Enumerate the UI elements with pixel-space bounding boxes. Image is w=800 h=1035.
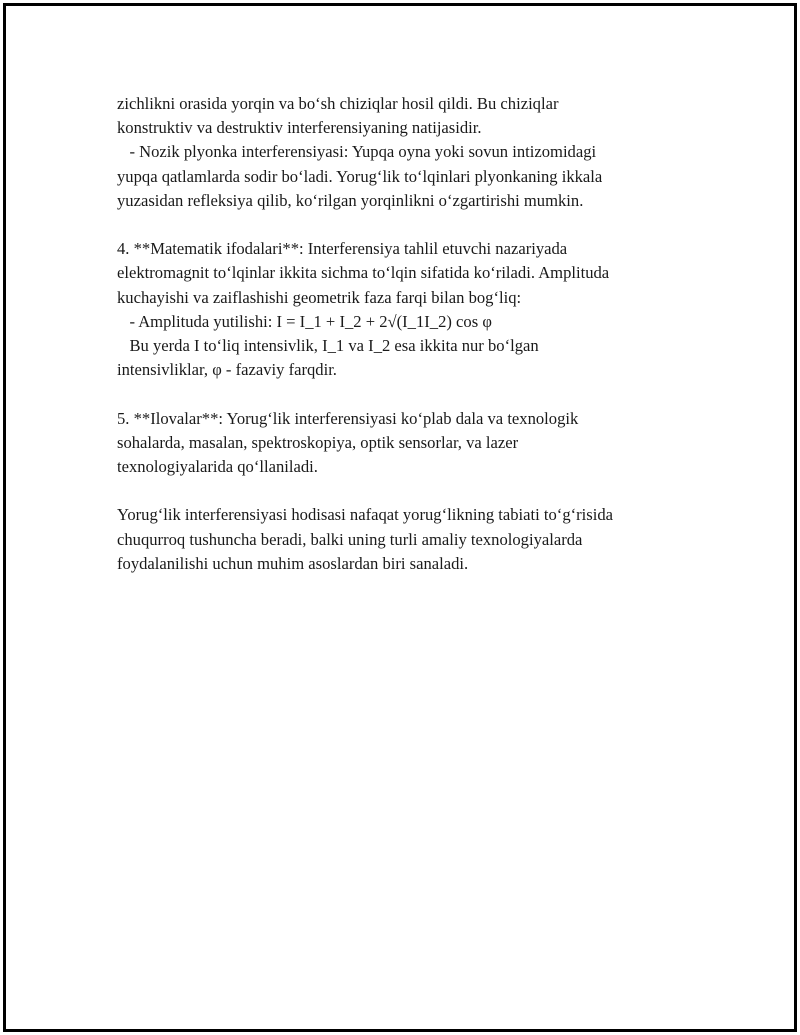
text-line: Bu yerda I to‘liq intensivlik, I_1 va I_2 esa ikkita nur bo‘lgan xyxy=(117,336,539,356)
text-line: chuqurroq tushuncha beradi, balki uning turli amaliy texnologiyalarda xyxy=(117,529,583,549)
text-line: yupqa qatlamlarda sodir bo‘ladi. Yorug‘lik to‘lqinlari plyonkaning ikkala xyxy=(117,166,603,186)
text-line: - Nozik plyonka interferensiyasi: Yupqa oyna yoki sovun intizomidagi xyxy=(117,142,597,162)
text-line: foydalanilishi uchun muhim asoslardan biri sanaladi. xyxy=(117,553,469,573)
paragraph-gap xyxy=(117,382,697,406)
document-body xyxy=(117,92,697,576)
text-line: sohalarda, masalan, spektroskopiya, optik sensorlar, va lazer xyxy=(117,432,519,452)
paragraph-gap xyxy=(117,479,697,503)
text-line: texnologiyalarida qo‘llaniladi. xyxy=(117,457,318,477)
text-line: 5. **Ilovalar**: Yorug‘lik interferensiyasi ko‘plab dala va texnologik xyxy=(117,408,579,428)
text-line: - Amplituda yutilishi: I = I_1 + I_2 + 2√(I_1I_2) cos φ xyxy=(117,311,492,331)
text-line: yuzasidan refleksiya qilib, ko‘rilgan yorqinlikni o‘zgartirishi mumkin. xyxy=(117,190,584,210)
text-line: kuchayishi va zaiflashishi geometrik faza farqi bilan bog‘liq: xyxy=(117,287,522,307)
paragraph-gap xyxy=(117,213,697,237)
text-line: konstruktiv va destruktiv interferensiyaning natijasidir. xyxy=(117,118,482,138)
text-line: zichlikni orasida yorqin va bo‘sh chiziqlar hosil qildi. Bu chiziqlar xyxy=(117,94,559,113)
text-line: 4. **Matematik ifodalari**: Interferensiya tahlil etuvchi nazariyada xyxy=(117,239,568,259)
text-line: intensivliklar, φ - fazaviy farqdir. xyxy=(117,360,337,380)
text-line: Yorug‘lik interferensiyasi hodisasi nafaqat yorug‘likning tabiati to‘g‘risida xyxy=(117,505,614,525)
text-line: elektromagnit to‘lqinlar ikkita sichma to‘lqin sifatida ko‘riladi. Amplituda xyxy=(117,263,610,283)
